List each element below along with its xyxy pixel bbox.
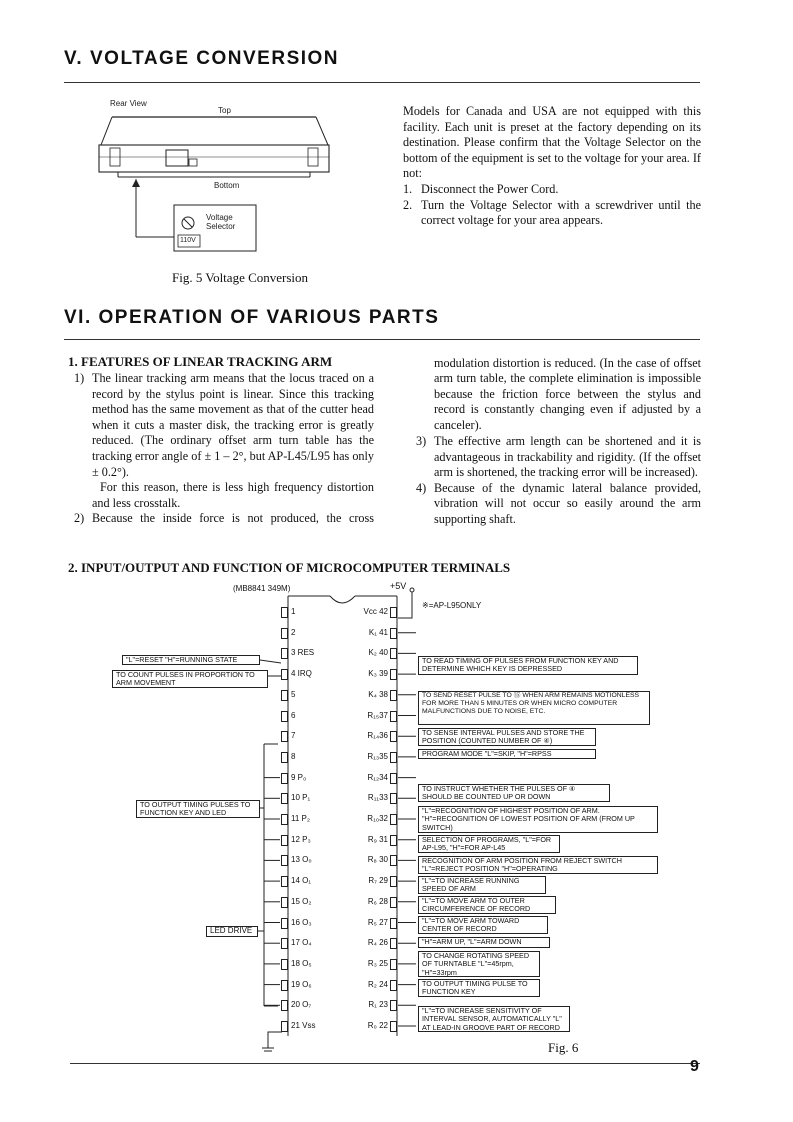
- left-pin-box: [281, 773, 288, 784]
- section-5-text: [403, 104, 701, 229]
- left-pin-box: [281, 959, 288, 970]
- right-pin-label: R₃ 25: [367, 958, 388, 968]
- features-left-column: [74, 371, 374, 527]
- model-note: ※=AP-L95ONLY: [422, 601, 482, 610]
- turntable-speed-box: TO CHANGE ROTATING SPEED OF TURNTABLE "L"=45rpm, "H"=33rpm: [418, 951, 540, 977]
- right-pin-label: R₁₃35: [367, 751, 388, 761]
- feature-item-2-continued: modulation distortion is reduced. (In the case of offset arm turn table, the complete elimination is impossible because the friction force between the stylus and record is constantly changing even if adjusted by a canceler).: [434, 356, 701, 432]
- section-6-rule: [64, 339, 700, 340]
- right-pin-box: [390, 648, 397, 659]
- right-pin-box: [390, 876, 397, 887]
- count-pulses-function-box: TO COUNT PULSES IN PROPORTION TO ARM MOVEMENT: [112, 670, 268, 688]
- right-pin-label: R₁ 23: [368, 1000, 388, 1010]
- subsection-1-title: 1. FEATURES OF LINEAR TRACKING ARM: [68, 354, 333, 369]
- arm-center-box: "L"=TO MOVE ARM TOWARD CENTER OF RECORD: [418, 916, 548, 934]
- sensitivity-box: "L"=TO INCREASE SENSITIVITY OF INTERVAL SENSOR, AUTOMATICALLY "L" AT LEAD-IN GROOVE PART OF RECORD: [418, 1006, 570, 1032]
- left-pin-box: [281, 793, 288, 804]
- program-mode-box: PROGRAM MODE "L"=SKIP, "H"=RPSS: [418, 749, 596, 759]
- left-pin-label: 14 O₁: [291, 876, 312, 886]
- step-item: 2. Turn the Voltage Selector with a screwdriver until the correct voltage for your area appears.: [403, 197, 701, 228]
- top-label: Top: [218, 106, 231, 115]
- left-pin-label: 13 O₀: [291, 855, 312, 865]
- feature-item: 2) Because the inside force is not produced, the cross: [74, 511, 374, 526]
- arm-outer-box: "L"=TO MOVE ARM TO OUTER CIRCUMFERENCE OF RECORD: [418, 896, 556, 914]
- right-pin-box: [390, 814, 397, 825]
- right-pin-label: K₃ 39: [368, 669, 388, 679]
- right-pin-box: [390, 980, 397, 991]
- right-pin-box: [390, 793, 397, 804]
- features-right-column: [416, 356, 701, 528]
- arm-speed-box: "L"=TO INCREASE RUNNING SPEED OF ARM: [418, 876, 546, 894]
- left-pin-label: 10 P₁: [291, 793, 311, 803]
- count-direction-box: TO INSTRUCT WHETHER THE PULSES OF ④ SHOULD BE COUNTED UP OR DOWN: [418, 784, 610, 802]
- page-number: 9: [690, 1058, 699, 1075]
- right-pin-box: [390, 711, 397, 722]
- read-key-function-box: TO READ TIMING OF PULSES FROM FUNCTION KEY AND DETERMINE WHICH KEY IS DEPRESSED: [418, 656, 638, 675]
- right-pin-box: [390, 690, 397, 701]
- left-pin-label: 15 O₂: [291, 896, 312, 906]
- left-pin-box: [281, 607, 288, 618]
- left-pin-box: [281, 711, 288, 722]
- right-pin-label: R₄ 26: [367, 938, 388, 948]
- right-pin-box: [390, 959, 397, 970]
- voltage-value: 110V: [180, 237, 196, 244]
- left-pin-label: 18 O₅: [291, 958, 312, 968]
- left-pin-label: 6: [291, 710, 296, 720]
- feature-item: 3) The effective arm length can be shortened and it is advantageous in trackability and rigidity. (If the offset arm is shortened, the tracking error will be increased).: [416, 434, 701, 480]
- right-pin-label: R₁₄36: [367, 731, 388, 741]
- timing-pulses-function-box: TO OUTPUT TIMING PULSES TO FUNCTION KEY AND LED: [136, 800, 260, 818]
- left-pin-box: [281, 855, 288, 866]
- left-pin-label: 2: [291, 627, 296, 637]
- subsection-2-title: 2. INPUT/OUTPUT AND FUNCTION OF MICROCOMPUTER TERMINALS: [68, 560, 511, 575]
- right-pin-box: [390, 897, 397, 908]
- reset-function-box: "L"=RESET "H"=RUNNING STATE: [122, 655, 260, 665]
- left-pin-box: [281, 669, 288, 680]
- right-pin-box: [390, 773, 397, 784]
- right-pin-box: [390, 835, 397, 846]
- right-pin-label: R₉ 31: [367, 834, 388, 844]
- right-pin-box: [390, 1000, 397, 1011]
- right-pin-label: K₄ 38: [368, 689, 388, 699]
- right-pin-box: [390, 607, 397, 618]
- section-5-rule: [64, 82, 700, 83]
- voltage-selector-label: Voltage Selector: [206, 213, 236, 231]
- right-pin-box: [390, 918, 397, 929]
- right-pin-label: K₂ 40: [368, 648, 388, 658]
- left-pin-label: 1: [291, 607, 296, 616]
- left-pin-label: 16 O₃: [291, 917, 312, 927]
- right-pin-label: R₈ 30: [367, 855, 388, 865]
- left-pin-box: [281, 752, 288, 763]
- right-pin-label: R₁₂34: [367, 772, 388, 782]
- left-pin-box: [281, 628, 288, 639]
- left-pin-label: 20 O₇: [291, 1000, 312, 1010]
- left-pin-box: [281, 876, 288, 887]
- right-pin-label: K₁ 41: [368, 627, 388, 637]
- program-selection-box: SELECTION OF PROGRAMS, "L"=FOR AP-L95, "H"=FOR AP-L45: [418, 835, 560, 853]
- left-pin-box: [281, 918, 288, 929]
- left-pin-box: [281, 835, 288, 846]
- left-pin-box: [281, 938, 288, 949]
- right-pin-box: [390, 731, 397, 742]
- section-5-steps: [403, 182, 701, 229]
- left-pin-box: [281, 1021, 288, 1032]
- turntable-rear-view-drawing: [96, 95, 376, 265]
- left-pin-box: [281, 648, 288, 659]
- figure-6-caption: Fig. 6: [548, 1040, 579, 1055]
- left-pin-label: 4 IRQ: [291, 669, 312, 679]
- right-pin-label: R₅ 27: [367, 917, 388, 927]
- right-pin-box: [390, 628, 397, 639]
- rear-view-label: Rear View: [110, 99, 147, 108]
- right-pin-label: R₁₁33: [367, 793, 388, 803]
- left-pin-box: [281, 690, 288, 701]
- right-pin-box: [390, 938, 397, 949]
- left-pin-box: [281, 1000, 288, 1011]
- interval-sense-function-box: TO SENSE INTERVAL PULSES AND STORE THE POSITION (COUNTED NUMBER OF ④): [418, 728, 596, 746]
- reject-switch-box: RECOGNITION OF ARM POSITION FROM REJECT SWITCH "L"=REJECT POSITION "H"=OPERATING: [418, 856, 658, 874]
- bottom-label: Bottom: [214, 181, 240, 190]
- right-pin-label: R₁₀32: [367, 814, 388, 823]
- vcc-supply-label: +5V: [390, 581, 407, 591]
- feature-item-1-continued: For this reason, there is less high frequency distortion and less crosstalk.: [92, 480, 374, 510]
- arm-position-recognition-box: "L"=RECOGNITION OF HIGHEST POSITION OF ARM. "H"=RECOGNITION OF LOWEST POSITION OF ARM (FROM UP SWITCH): [418, 806, 658, 833]
- left-pin-label: 5: [291, 689, 296, 699]
- right-pin-box: [390, 669, 397, 680]
- reset-pulse-function-box: TO SEND RESET PULSE TO ⑮ WHEN ARM REMAINS MOTIONLESS FOR MORE THAN 5 MINUTES OR WHEN MICRO COMPUTER MALFUNCTIONS DUE TO NOISE, ETC.: [418, 691, 650, 725]
- left-pin-label: 21 Vss: [291, 1021, 316, 1030]
- right-pin-label: R₆ 28: [367, 896, 388, 906]
- left-pin-box: [281, 980, 288, 991]
- left-pin-label: 3 RES: [291, 648, 315, 658]
- left-pin-label: 8: [291, 751, 296, 761]
- footer-rule: [70, 1063, 700, 1064]
- right-pin-label: Vcc 42: [363, 607, 388, 616]
- left-pin-label: 11 P₂: [291, 814, 310, 823]
- left-pin-box: [281, 897, 288, 908]
- step-item: 1. Disconnect the Power Cord.: [403, 181, 559, 196]
- right-pin-label: R₀ 22: [367, 1021, 388, 1030]
- left-pin-label: 17 O₄: [291, 938, 312, 948]
- left-pin-label: 12 P₃: [291, 834, 311, 844]
- timing-pulse-output-box: TO OUTPUT TIMING PULSE TO FUNCTION KEY: [418, 979, 540, 997]
- right-pin-box: [390, 752, 397, 763]
- left-pin-box: [281, 814, 288, 825]
- section-5-title: V. VOLTAGE CONVERSION: [64, 48, 340, 69]
- figure-6-diagram: [100, 578, 700, 1058]
- right-pin-label: R₁₅37: [367, 710, 388, 720]
- led-drive-box: LED DRIVE: [206, 926, 258, 937]
- figure-5-caption: Fig. 5 Voltage Conversion: [172, 270, 309, 285]
- left-pin-label: 9 P₀: [291, 772, 307, 782]
- right-pin-label: R₇ 29: [368, 876, 388, 886]
- feature-item: 4) Because of the dynamic lateral balance provided, vibration will not occur so easily around the arm supporting shaft.: [416, 480, 701, 526]
- left-pin-label: 19 O₆: [291, 979, 312, 989]
- arm-up-down-box: "H"=ARM UP, "L"=ARM DOWN: [418, 937, 550, 948]
- figure-5-diagram: [96, 95, 376, 265]
- section-5-intro: Models for Canada and USA are not equipped with this facility. Each unit is preset at the factory depending on its destination. Please confirm that the Voltage Selector on the bottom of the equipment is set to the voltage for your area. If not:: [403, 104, 701, 181]
- chip-part-number: (MB8841 349M): [233, 584, 291, 593]
- feature-item: 1) The linear tracking arm means that the locus traced on a record by the stylus point is linear. Since this tracking method has the same movement as that of the cutter head when it cuts a master disk, the tracking error is greatly reduced. (The ordinary offset arm turn table has the tracking error angle of ± 1 – 2°, but AP-L45/L95 has only ± 0.2°).: [74, 371, 374, 479]
- right-pin-box: [390, 1021, 397, 1032]
- right-pin-box: [390, 855, 397, 866]
- section-6-title: VI. OPERATION OF VARIOUS PARTS: [64, 307, 440, 328]
- left-pin-box: [281, 731, 288, 742]
- left-pin-label: 7: [291, 731, 296, 741]
- right-pin-label: R₂ 24: [367, 979, 388, 989]
